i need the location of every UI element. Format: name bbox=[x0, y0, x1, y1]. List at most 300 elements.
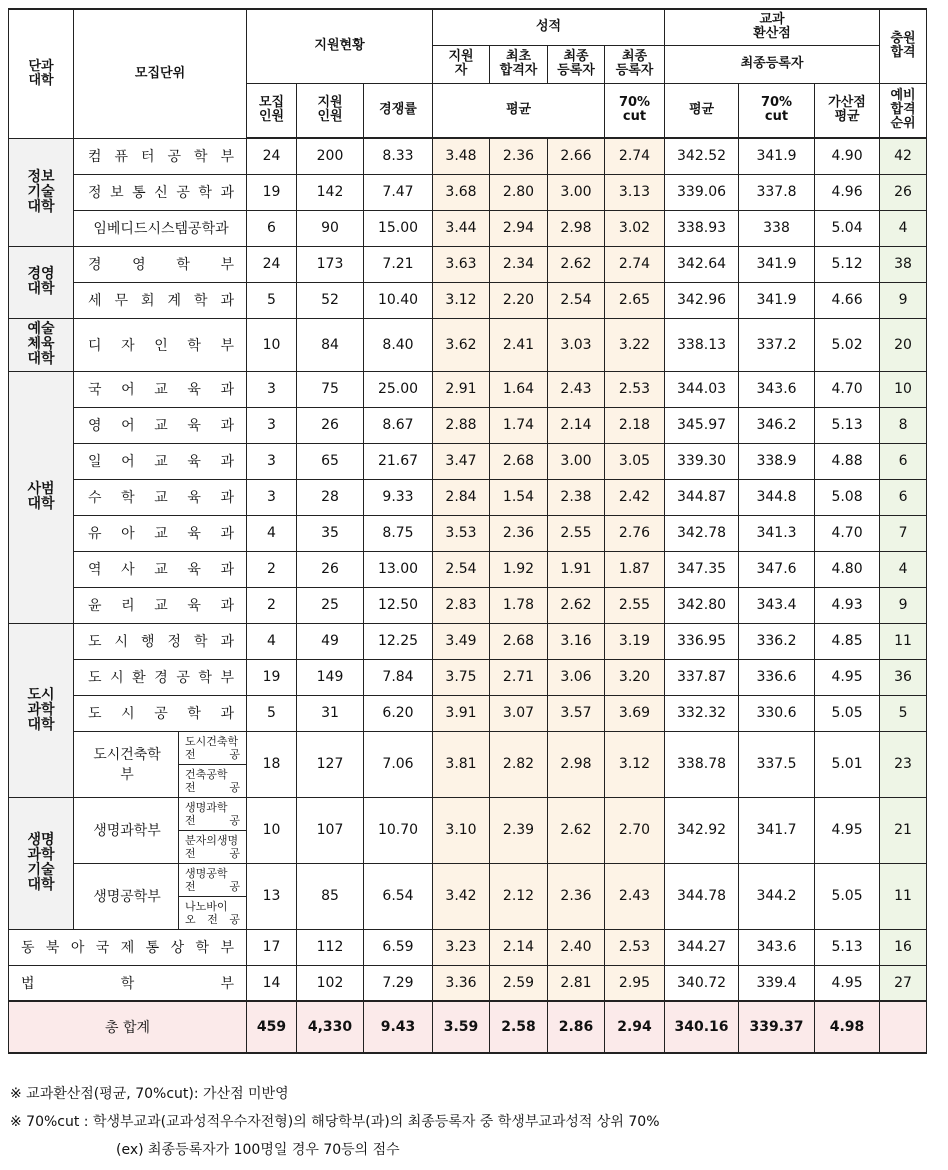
cell-bonus-avg: 5.04 bbox=[815, 210, 880, 246]
cell-grade-first: 2.36 bbox=[490, 138, 548, 174]
cell-conv-avg: 339.06 bbox=[665, 174, 739, 210]
cell-grade-first: 1.54 bbox=[490, 479, 548, 515]
table-row bbox=[9, 695, 927, 731]
total-grade-applicant: 3.59 bbox=[433, 1001, 490, 1053]
total-conv-cut70: 339.37 bbox=[739, 1001, 815, 1053]
cell-quota: 18 bbox=[247, 731, 297, 797]
cell-applicants: 200 bbox=[297, 138, 364, 174]
cell-bonus-avg: 4.96 bbox=[815, 174, 880, 210]
cell-applicants: 85 bbox=[297, 863, 364, 929]
cell-ratio: 8.40 bbox=[364, 318, 433, 371]
cell-applicants: 25 bbox=[297, 587, 364, 623]
cell-grade-cut70: 3.13 bbox=[605, 174, 665, 210]
header-college: 단과 대학 bbox=[9, 9, 74, 138]
header-bonus: 가산점 평균 bbox=[815, 83, 880, 138]
table-row bbox=[9, 797, 927, 863]
cell-ratio: 12.50 bbox=[364, 587, 433, 623]
unit-name: 도 시 공 학 과 bbox=[74, 695, 247, 731]
header-g-applicant: 지원 자 bbox=[433, 45, 490, 83]
header-conv-final: 최종등록자 bbox=[665, 45, 880, 83]
cell-grade-applicant: 2.83 bbox=[433, 587, 490, 623]
table-row bbox=[9, 929, 927, 965]
cell-quota: 5 bbox=[247, 695, 297, 731]
cell-grade-cut70: 3.22 bbox=[605, 318, 665, 371]
cell-conv-cut70: 343.6 bbox=[739, 371, 815, 407]
cell-conv-avg: 344.87 bbox=[665, 479, 739, 515]
cell-quota: 17 bbox=[247, 929, 297, 965]
cell-conv-avg: 336.95 bbox=[665, 623, 739, 659]
cell-ratio: 6.59 bbox=[364, 929, 433, 965]
cell-conv-avg: 339.30 bbox=[665, 443, 739, 479]
header-ratio: 경쟁률 bbox=[364, 83, 433, 138]
unit-name: 유 아 교 육 과 bbox=[74, 515, 247, 551]
total-label: 총 합계 bbox=[9, 1001, 247, 1053]
unit-name: 국 어 교 육 과 bbox=[74, 371, 247, 407]
cell-grade-applicant: 3.53 bbox=[433, 515, 490, 551]
cell-grade-first: 1.64 bbox=[490, 371, 548, 407]
cell-quota: 6 bbox=[247, 210, 297, 246]
cell-grade-applicant: 3.91 bbox=[433, 695, 490, 731]
cell-grade-applicant: 3.75 bbox=[433, 659, 490, 695]
cell-grade-applicant: 3.49 bbox=[433, 623, 490, 659]
cell-grade-first: 2.68 bbox=[490, 623, 548, 659]
cell-applicants: 173 bbox=[297, 246, 364, 282]
unit-name: 디 자 인 학 부 bbox=[74, 318, 247, 371]
cell-conv-cut70: 341.9 bbox=[739, 138, 815, 174]
cell-conv-avg: 338.78 bbox=[665, 731, 739, 797]
cell-conv-avg: 342.64 bbox=[665, 246, 739, 282]
unit-name: 생명공학부 bbox=[74, 863, 179, 929]
cell-conv-cut70: 347.6 bbox=[739, 551, 815, 587]
cell-bonus-avg: 4.80 bbox=[815, 551, 880, 587]
total-grade-first: 2.58 bbox=[490, 1001, 548, 1053]
unit-name: 경 영 학 부 bbox=[74, 246, 247, 282]
cell-grade-final: 3.16 bbox=[548, 623, 605, 659]
sub-major: 건축공학 전 공 bbox=[179, 764, 246, 797]
cell-grade-applicant: 3.10 bbox=[433, 797, 490, 863]
cell-ratio: 7.21 bbox=[364, 246, 433, 282]
college-name: 예술 체육 대학 bbox=[9, 318, 74, 371]
cell-grade-first: 1.78 bbox=[490, 587, 548, 623]
cell-bonus-avg: 4.70 bbox=[815, 371, 880, 407]
cell-waitlist: 42 bbox=[880, 138, 927, 174]
cell-grade-applicant: 3.68 bbox=[433, 174, 490, 210]
cell-conv-avg: 337.87 bbox=[665, 659, 739, 695]
table-row bbox=[9, 587, 927, 623]
cell-ratio: 10.40 bbox=[364, 282, 433, 318]
cell-conv-avg: 342.52 bbox=[665, 138, 739, 174]
cell-grade-applicant: 3.81 bbox=[433, 731, 490, 797]
table-row bbox=[9, 282, 927, 318]
cell-conv-cut70: 341.3 bbox=[739, 515, 815, 551]
cell-waitlist: 7 bbox=[880, 515, 927, 551]
cell-grade-first: 1.74 bbox=[490, 407, 548, 443]
cell-bonus-avg: 5.08 bbox=[815, 479, 880, 515]
cell-quota: 5 bbox=[247, 282, 297, 318]
unit-name: 정 보 통 신 공 학 과 bbox=[74, 174, 247, 210]
cell-bonus-avg: 4.85 bbox=[815, 623, 880, 659]
sub-major: 생명과학 전 공 bbox=[185, 800, 241, 827]
cell-bonus-avg: 4.95 bbox=[815, 965, 880, 1001]
cell-waitlist: 26 bbox=[880, 174, 927, 210]
note-1: ※ 교과환산점(평균, 70%cut): 가산점 미반영 bbox=[10, 1086, 289, 1102]
cell-ratio: 6.20 bbox=[364, 695, 433, 731]
cell-grade-cut70: 2.74 bbox=[605, 246, 665, 282]
cell-grade-applicant: 3.23 bbox=[433, 929, 490, 965]
unit-name: 도 시 환 경 공 학 부 bbox=[74, 659, 247, 695]
cell-ratio: 13.00 bbox=[364, 551, 433, 587]
sub-majors bbox=[179, 797, 247, 863]
cell-grade-final: 2.62 bbox=[548, 797, 605, 863]
cell-grade-cut70: 2.95 bbox=[605, 965, 665, 1001]
unit-name: 수 학 교 육 과 bbox=[74, 479, 247, 515]
cell-grade-first: 2.80 bbox=[490, 174, 548, 210]
header-grade: 성적 bbox=[433, 9, 665, 45]
cell-ratio: 10.70 bbox=[364, 797, 433, 863]
cell-grade-applicant: 3.63 bbox=[433, 246, 490, 282]
total-quota: 459 bbox=[247, 1001, 297, 1053]
cell-grade-final: 2.54 bbox=[548, 282, 605, 318]
header-unit: 모집단위 bbox=[74, 9, 247, 138]
cell-grade-cut70: 2.76 bbox=[605, 515, 665, 551]
cell-grade-final: 2.14 bbox=[548, 407, 605, 443]
footnotes bbox=[10, 1080, 660, 1164]
cell-conv-avg: 347.35 bbox=[665, 551, 739, 587]
header-applicants: 지원 인원 bbox=[297, 83, 364, 138]
sub-major: 도시건축학 전 공 bbox=[185, 734, 241, 761]
cell-ratio: 12.25 bbox=[364, 623, 433, 659]
cell-conv-avg: 345.97 bbox=[665, 407, 739, 443]
cell-grade-first: 2.14 bbox=[490, 929, 548, 965]
table-row bbox=[9, 246, 927, 282]
cell-grade-first: 2.20 bbox=[490, 282, 548, 318]
cell-quota: 4 bbox=[247, 515, 297, 551]
cell-quota: 19 bbox=[247, 174, 297, 210]
total-bonus-avg: 4.98 bbox=[815, 1001, 880, 1053]
cell-waitlist: 6 bbox=[880, 443, 927, 479]
cell-grade-final: 2.62 bbox=[548, 246, 605, 282]
table-row bbox=[9, 731, 927, 797]
cell-grade-first: 2.41 bbox=[490, 318, 548, 371]
cell-conv-avg: 340.72 bbox=[665, 965, 739, 1001]
cell-quota: 4 bbox=[247, 623, 297, 659]
cell-quota: 3 bbox=[247, 479, 297, 515]
cell-grade-cut70: 2.70 bbox=[605, 797, 665, 863]
cell-grade-applicant: 2.54 bbox=[433, 551, 490, 587]
unit-name: 역 사 교 육 과 bbox=[74, 551, 247, 587]
cell-grade-cut70: 1.87 bbox=[605, 551, 665, 587]
cell-applicants: 49 bbox=[297, 623, 364, 659]
cell-bonus-avg: 4.88 bbox=[815, 443, 880, 479]
cell-ratio: 7.29 bbox=[364, 965, 433, 1001]
cell-waitlist: 8 bbox=[880, 407, 927, 443]
cell-bonus-avg: 5.05 bbox=[815, 863, 880, 929]
cell-ratio: 8.67 bbox=[364, 407, 433, 443]
cell-bonus-avg: 4.66 bbox=[815, 282, 880, 318]
header-c-avg: 평균 bbox=[665, 83, 739, 138]
total-grade-cut70: 2.94 bbox=[605, 1001, 665, 1053]
table-row bbox=[9, 210, 927, 246]
cell-conv-avg: 342.78 bbox=[665, 515, 739, 551]
cell-grade-cut70: 2.74 bbox=[605, 138, 665, 174]
cell-applicants: 75 bbox=[297, 371, 364, 407]
cell-quota: 3 bbox=[247, 443, 297, 479]
sub-major: 나노바이 오 전 공 bbox=[179, 896, 246, 929]
cell-grade-applicant: 2.88 bbox=[433, 407, 490, 443]
table-row bbox=[9, 371, 927, 407]
cell-grade-applicant: 3.12 bbox=[433, 282, 490, 318]
cell-waitlist: 4 bbox=[880, 210, 927, 246]
header-apply: 지원현황 bbox=[247, 9, 433, 83]
table-row bbox=[9, 863, 927, 929]
cell-grade-final: 2.98 bbox=[548, 731, 605, 797]
cell-conv-cut70: 346.2 bbox=[739, 407, 815, 443]
cell-grade-first: 2.39 bbox=[490, 797, 548, 863]
cell-grade-first: 2.71 bbox=[490, 659, 548, 695]
cell-ratio: 6.54 bbox=[364, 863, 433, 929]
table-row bbox=[9, 551, 927, 587]
cell-waitlist: 23 bbox=[880, 731, 927, 797]
total-waitlist bbox=[880, 1001, 927, 1053]
cell-grade-cut70: 2.18 bbox=[605, 407, 665, 443]
cell-grade-cut70: 3.12 bbox=[605, 731, 665, 797]
cell-quota: 14 bbox=[247, 965, 297, 1001]
cell-ratio: 9.33 bbox=[364, 479, 433, 515]
college-name: 생명 과학 기술 대학 bbox=[9, 797, 74, 929]
cell-conv-cut70: 336.6 bbox=[739, 659, 815, 695]
unit-name: 동 북 아 국 제 통 상 학 부 bbox=[9, 929, 247, 965]
cell-grade-final: 2.66 bbox=[548, 138, 605, 174]
cell-grade-first: 2.82 bbox=[490, 731, 548, 797]
cell-applicants: 31 bbox=[297, 695, 364, 731]
cell-ratio: 8.33 bbox=[364, 138, 433, 174]
cell-quota: 24 bbox=[247, 246, 297, 282]
cell-applicants: 107 bbox=[297, 797, 364, 863]
cell-bonus-avg: 5.05 bbox=[815, 695, 880, 731]
cell-conv-cut70: 337.8 bbox=[739, 174, 815, 210]
cell-ratio: 21.67 bbox=[364, 443, 433, 479]
total-applicants: 4,330 bbox=[297, 1001, 364, 1053]
cell-quota: 24 bbox=[247, 138, 297, 174]
cell-bonus-avg: 5.01 bbox=[815, 731, 880, 797]
cell-ratio: 7.47 bbox=[364, 174, 433, 210]
cell-applicants: 35 bbox=[297, 515, 364, 551]
unit-name: 생명과학부 bbox=[74, 797, 179, 863]
cell-grade-final: 2.43 bbox=[548, 371, 605, 407]
cell-grade-final: 2.98 bbox=[548, 210, 605, 246]
cell-applicants: 127 bbox=[297, 731, 364, 797]
cell-grade-first: 2.94 bbox=[490, 210, 548, 246]
note-3: (ex) 최종등록자가 100명일 경우 70등의 점수 bbox=[116, 1142, 400, 1158]
college-name: 사범 대학 bbox=[9, 371, 74, 623]
cell-conv-avg: 338.13 bbox=[665, 318, 739, 371]
cell-bonus-avg: 4.70 bbox=[815, 515, 880, 551]
cell-applicants: 65 bbox=[297, 443, 364, 479]
cell-grade-final: 2.36 bbox=[548, 863, 605, 929]
cell-grade-first: 3.07 bbox=[490, 695, 548, 731]
cell-waitlist: 6 bbox=[880, 479, 927, 515]
cell-grade-final: 2.40 bbox=[548, 929, 605, 965]
cell-applicants: 28 bbox=[297, 479, 364, 515]
cell-conv-cut70: 330.6 bbox=[739, 695, 815, 731]
cell-grade-final: 3.03 bbox=[548, 318, 605, 371]
cell-ratio: 8.75 bbox=[364, 515, 433, 551]
unit-name: 임베디드시스템공학과 bbox=[74, 210, 247, 246]
cell-applicants: 26 bbox=[297, 551, 364, 587]
cell-bonus-avg: 5.02 bbox=[815, 318, 880, 371]
cell-grade-first: 2.34 bbox=[490, 246, 548, 282]
header-g-final2: 최종 등록자 bbox=[605, 45, 665, 83]
cell-grade-applicant: 3.47 bbox=[433, 443, 490, 479]
cell-conv-avg: 342.96 bbox=[665, 282, 739, 318]
cell-conv-cut70: 341.9 bbox=[739, 246, 815, 282]
cell-conv-avg: 344.78 bbox=[665, 863, 739, 929]
cell-grade-final: 3.00 bbox=[548, 443, 605, 479]
header-cut70: 70% cut bbox=[605, 83, 665, 138]
cell-conv-avg: 344.03 bbox=[665, 371, 739, 407]
cell-grade-cut70: 2.53 bbox=[605, 371, 665, 407]
sub-majors bbox=[179, 731, 247, 797]
unit-name: 일 어 교 육 과 bbox=[74, 443, 247, 479]
table-row bbox=[9, 407, 927, 443]
header-avg: 평균 bbox=[433, 83, 605, 138]
table-row bbox=[9, 623, 927, 659]
cell-conv-cut70: 344.8 bbox=[739, 479, 815, 515]
cell-waitlist: 10 bbox=[880, 371, 927, 407]
cell-waitlist: 38 bbox=[880, 246, 927, 282]
cell-bonus-avg: 4.93 bbox=[815, 587, 880, 623]
cell-quota: 10 bbox=[247, 318, 297, 371]
unit-name: 컴 퓨 터 공 학 부 bbox=[74, 138, 247, 174]
unit-name: 세 무 회 계 학 과 bbox=[74, 282, 247, 318]
cell-applicants: 26 bbox=[297, 407, 364, 443]
cell-grade-final: 3.57 bbox=[548, 695, 605, 731]
cell-grade-first: 1.92 bbox=[490, 551, 548, 587]
cell-conv-avg: 332.32 bbox=[665, 695, 739, 731]
cell-quota: 10 bbox=[247, 797, 297, 863]
header-waitlist: 예비 합격 순위 bbox=[880, 83, 927, 138]
cell-conv-cut70: 338 bbox=[739, 210, 815, 246]
table-row bbox=[9, 515, 927, 551]
header-conv: 교과 환산점 bbox=[665, 9, 880, 45]
cell-grade-cut70: 2.65 bbox=[605, 282, 665, 318]
cell-bonus-avg: 5.12 bbox=[815, 246, 880, 282]
cell-conv-cut70: 337.2 bbox=[739, 318, 815, 371]
header-c-cut70: 70% cut bbox=[739, 83, 815, 138]
header-g-final: 최종 등록자 bbox=[548, 45, 605, 83]
cell-grade-first: 2.12 bbox=[490, 863, 548, 929]
cell-grade-applicant: 3.62 bbox=[433, 318, 490, 371]
unit-name: 도시건축학부 bbox=[74, 731, 179, 797]
cell-quota: 19 bbox=[247, 659, 297, 695]
cell-grade-first: 2.59 bbox=[490, 965, 548, 1001]
cell-conv-avg: 342.92 bbox=[665, 797, 739, 863]
table-row bbox=[9, 965, 927, 1001]
cell-conv-cut70: 341.7 bbox=[739, 797, 815, 863]
cell-bonus-avg: 5.13 bbox=[815, 407, 880, 443]
cell-grade-cut70: 2.43 bbox=[605, 863, 665, 929]
unit-name: 도 시 행 정 학 과 bbox=[74, 623, 247, 659]
cell-ratio: 7.06 bbox=[364, 731, 433, 797]
college-name: 정보 기술 대학 bbox=[9, 138, 74, 246]
cell-bonus-avg: 4.90 bbox=[815, 138, 880, 174]
cell-quota: 3 bbox=[247, 407, 297, 443]
cell-applicants: 90 bbox=[297, 210, 364, 246]
cell-conv-cut70: 339.4 bbox=[739, 965, 815, 1001]
cell-waitlist: 36 bbox=[880, 659, 927, 695]
cell-grade-applicant: 3.42 bbox=[433, 863, 490, 929]
table-row bbox=[9, 318, 927, 371]
cell-grade-cut70: 3.19 bbox=[605, 623, 665, 659]
cell-grade-applicant: 3.48 bbox=[433, 138, 490, 174]
total-conv-avg: 340.16 bbox=[665, 1001, 739, 1053]
cell-grade-final: 2.55 bbox=[548, 515, 605, 551]
cell-grade-cut70: 2.42 bbox=[605, 479, 665, 515]
cell-conv-cut70: 336.2 bbox=[739, 623, 815, 659]
cell-waitlist: 4 bbox=[880, 551, 927, 587]
cell-grade-first: 2.68 bbox=[490, 443, 548, 479]
cell-grade-cut70: 2.55 bbox=[605, 587, 665, 623]
header-fill: 충원 합격 bbox=[880, 9, 927, 83]
cell-quota: 2 bbox=[247, 587, 297, 623]
cell-grade-cut70: 3.20 bbox=[605, 659, 665, 695]
unit-name: 윤 리 교 육 과 bbox=[74, 587, 247, 623]
cell-bonus-avg: 5.13 bbox=[815, 929, 880, 965]
sub-majors bbox=[179, 863, 247, 929]
total-grade-final: 2.86 bbox=[548, 1001, 605, 1053]
cell-bonus-avg: 4.95 bbox=[815, 659, 880, 695]
sub-major: 분자의생명 전 공 bbox=[179, 830, 246, 863]
cell-applicants: 142 bbox=[297, 174, 364, 210]
cell-grade-applicant: 3.36 bbox=[433, 965, 490, 1001]
cell-conv-cut70: 341.9 bbox=[739, 282, 815, 318]
cell-grade-final: 3.06 bbox=[548, 659, 605, 695]
cell-grade-first: 2.36 bbox=[490, 515, 548, 551]
unit-name: 영 어 교 육 과 bbox=[74, 407, 247, 443]
unit-name: 법 학 부 bbox=[9, 965, 247, 1001]
total-ratio: 9.43 bbox=[364, 1001, 433, 1053]
cell-quota: 3 bbox=[247, 371, 297, 407]
cell-grade-final: 2.62 bbox=[548, 587, 605, 623]
header-quota: 모집 인원 bbox=[247, 83, 297, 138]
cell-grade-cut70: 2.53 bbox=[605, 929, 665, 965]
cell-grade-applicant: 3.44 bbox=[433, 210, 490, 246]
admission-results-table bbox=[8, 8, 927, 1054]
cell-grade-final: 3.00 bbox=[548, 174, 605, 210]
cell-conv-cut70: 337.5 bbox=[739, 731, 815, 797]
sub-major: 생명공학 전 공 bbox=[185, 866, 241, 893]
college-name: 도시 과학 대학 bbox=[9, 623, 74, 797]
cell-grade-final: 2.38 bbox=[548, 479, 605, 515]
cell-waitlist: 21 bbox=[880, 797, 927, 863]
college-name: 경영 대학 bbox=[9, 246, 74, 318]
cell-applicants: 149 bbox=[297, 659, 364, 695]
cell-waitlist: 5 bbox=[880, 695, 927, 731]
table-row bbox=[9, 443, 927, 479]
cell-quota: 13 bbox=[247, 863, 297, 929]
note-2: ※ 70%cut : 학생부교과(교과성적우수자전형)의 해당학부(과)의 최종등록자 중 학생부교과성적 상위 70% bbox=[10, 1114, 660, 1130]
cell-grade-cut70: 3.02 bbox=[605, 210, 665, 246]
cell-waitlist: 16 bbox=[880, 929, 927, 965]
cell-quota: 2 bbox=[247, 551, 297, 587]
cell-grade-applicant: 2.84 bbox=[433, 479, 490, 515]
table-row bbox=[9, 138, 927, 174]
table-row bbox=[9, 174, 927, 210]
cell-grade-final: 2.81 bbox=[548, 965, 605, 1001]
cell-conv-cut70: 338.9 bbox=[739, 443, 815, 479]
cell-bonus-avg: 4.95 bbox=[815, 797, 880, 863]
cell-waitlist: 27 bbox=[880, 965, 927, 1001]
